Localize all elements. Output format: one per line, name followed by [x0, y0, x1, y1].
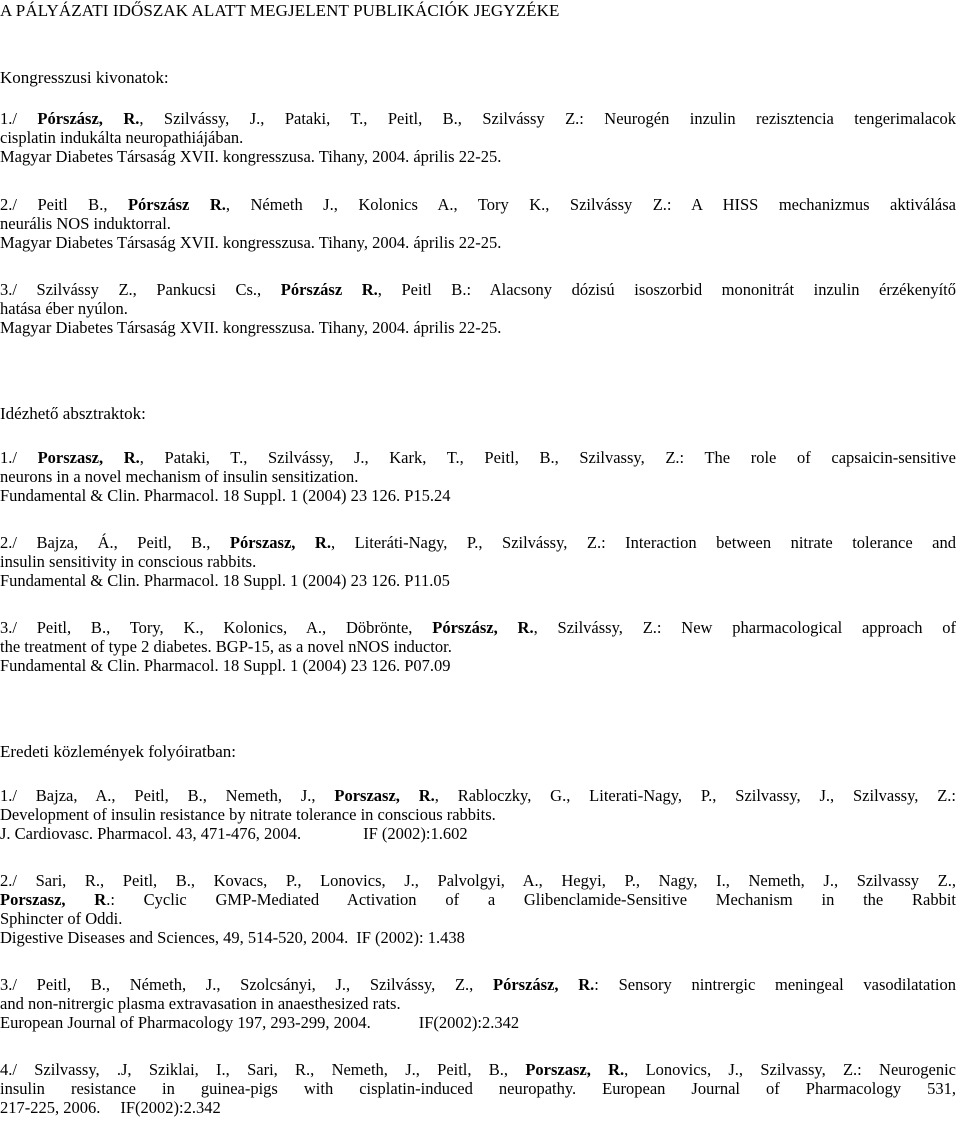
section-heading-congress: Kongresszusi kivonatok:: [0, 68, 169, 87]
entry-line: insulin sensitivity in conscious rabbits.: [0, 552, 257, 571]
entry-source: 217-225, 2006. IF(2002):2.342: [0, 1098, 221, 1117]
page-title: A PÁLYÁZATI IDŐSZAK ALATT MEGJELENT PUBLIKÁCIÓK JEGYZÉKE: [0, 1, 560, 20]
entry-source: Fundamental & Clin. Pharmacol. 18 Suppl. 1 (2004) 23 126. P07.09: [0, 656, 451, 675]
entry-line: hatása éber nyúlon.: [0, 299, 128, 318]
paper-entry-4: [0, 1060, 956, 1117]
cited-entry-2: [0, 533, 956, 590]
author-highlight: Pórszász, R.: [493, 975, 595, 994]
paper-entry-2: [0, 871, 956, 947]
entry-line: Porszasz, R.: Cyclic GMP-Mediated Activation of a Glibenclamide-Sensitive Mechanism in the Rabbit: [0, 890, 957, 909]
congress-entry-1: [0, 109, 956, 166]
entry-source: Magyar Diabetes Társaság XVII. kongresszusa. Tihany, 2004. április 22-25.: [0, 147, 502, 166]
cited-entry-1: [0, 448, 956, 505]
entry-line: neurons in a novel mechanism of insulin sensitization.: [0, 467, 359, 486]
author-highlight: Pórszász R.: [280, 280, 378, 299]
entry-line: Sphincter of Oddi.: [0, 909, 123, 928]
entry-source: J. Cardiovasc. Pharmacol. 43, 471-476, 2004. IF (2002):1.602: [0, 824, 468, 843]
entry-line: 3./ Szilvássy Z., Pankucsi Cs., Pórszász R., Peitl B.: Alacsony dózisú isoszorbid mononitrát inzulin érzékenyítő: [0, 280, 956, 299]
author-highlight: Porszasz, R.: [334, 786, 435, 805]
impact-factor: IF(2002):2.342: [418, 1013, 520, 1032]
author-highlight: Pórszasz, R.: [229, 533, 331, 552]
author-highlight: Porszasz, R.: [37, 448, 140, 467]
impact-factor: IF(2002):2.342: [120, 1098, 221, 1117]
author-highlight: Pórszász R.: [127, 195, 226, 214]
entry-line: and non-nitrergic plasma extravasation in anaesthesized rats.: [0, 994, 401, 1013]
entry-source: Digestive Diseases and Sciences, 49, 514-520, 2004. IF (2002): 1.438: [0, 928, 465, 947]
entry-source: Magyar Diabetes Társaság XVII. kongresszusa. Tihany, 2004. április 22-25.: [0, 318, 502, 337]
impact-factor: IF (2002): 1.438: [356, 928, 465, 947]
entry-line: 3./ Peitl, B., Németh, J., Szolcsányi, J., Szilvássy, Z., Pórszász, R.: Sensory nintrergic meningeal vasodilatation: [0, 975, 956, 994]
author-highlight: Porszasz, R: [0, 890, 107, 909]
entry-line: the treatment of type 2 diabetes. BGP-15, as a novel nNOS inductor.: [0, 637, 452, 656]
author-highlight: Pórszász, R.: [37, 109, 140, 128]
section-heading-cited: Idézhető absztraktok:: [0, 404, 146, 423]
entry-line: 1./ Porszasz, R., Pataki, T., Szilvássy, J., Kark, T., Peitl, B., Szilvassy, Z.: The role of capsaicin-sensitive: [0, 448, 956, 467]
entry-line: neurális NOS induktorral.: [0, 214, 171, 233]
congress-entry-2: [0, 195, 956, 252]
entry-source: Fundamental & Clin. Pharmacol. 18 Suppl. 1 (2004) 23 126. P15.24: [0, 486, 451, 505]
paper-entry-3: [0, 975, 956, 1032]
congress-entry-3: [0, 280, 956, 337]
entry-line: 4./ Szilvassy, .J, Sziklai, I., Sari, R., Nemeth, J., Peitl, B., Porszasz, R., Lonovics, J., Szilvassy, Z.: Neurogenic: [0, 1060, 956, 1079]
cited-entry-3: [0, 618, 956, 675]
entry-line: 1./ Bajza, A., Peitl, B., Nemeth, J., Porszasz, R., Rabloczky, G., Literati-Nagy, P., Szilvassy, J., Szilvassy, Z.:: [0, 786, 956, 805]
entry-line: 2./ Sari, R., Peitl, B., Kovacs, P., Lonovics, J., Palvolgyi, A., Hegyi, P., Nagy, I., Nemeth, J., Szilvassy Z.,: [0, 871, 956, 890]
entry-source: Fundamental & Clin. Pharmacol. 18 Suppl. 1 (2004) 23 126. P11.05: [0, 571, 450, 590]
author-highlight: Pórszász, R.: [432, 618, 534, 637]
impact-factor: IF (2002):1.602: [363, 824, 468, 843]
entry-line: cisplatin indukálta neuropathiájában.: [0, 128, 244, 147]
entry-line: insulin resistance in guinea-pigs with cisplatin-induced neuropathy. European Journal of Pharmacology 531,: [0, 1079, 956, 1098]
entry-line: Development of insulin resistance by nitrate tolerance in conscious rabbits.: [0, 805, 496, 824]
entry-source: European Journal of Pharmacology 197, 293-299, 2004. IF(2002):2.342: [0, 1013, 520, 1032]
entry-line: 2./ Peitl B., Pórszász R., Németh J., Kolonics A., Tory K., Szilvássy Z.: A HISS mechanizmus aktiválása: [0, 195, 957, 214]
author-highlight: Porszasz, R.: [525, 1060, 625, 1079]
entry-line: 3./ Peitl, B., Tory, K., Kolonics, A., Döbrönte, Pórszász, R., Szilvássy, Z.: New pharmacological approach of: [0, 618, 956, 637]
entry-source: Magyar Diabetes Társaság XVII. kongresszusa. Tihany, 2004. április 22-25.: [0, 233, 502, 252]
entry-line: 2./ Bajza, Á., Peitl, B., Pórszasz, R., Literáti-Nagy, P., Szilvássy, Z.: Interaction between nitrate tolerance and: [0, 533, 956, 552]
paper-entry-1: [0, 786, 956, 843]
section-heading-papers: Eredeti közlemények folyóiratban:: [0, 742, 237, 761]
entry-line: 1./ Pórszász, R., Szilvássy, J., Pataki, T., Peitl, B., Szilvássy Z.: Neurogén inzulin rezisztencia tengerimalacok: [0, 109, 956, 128]
